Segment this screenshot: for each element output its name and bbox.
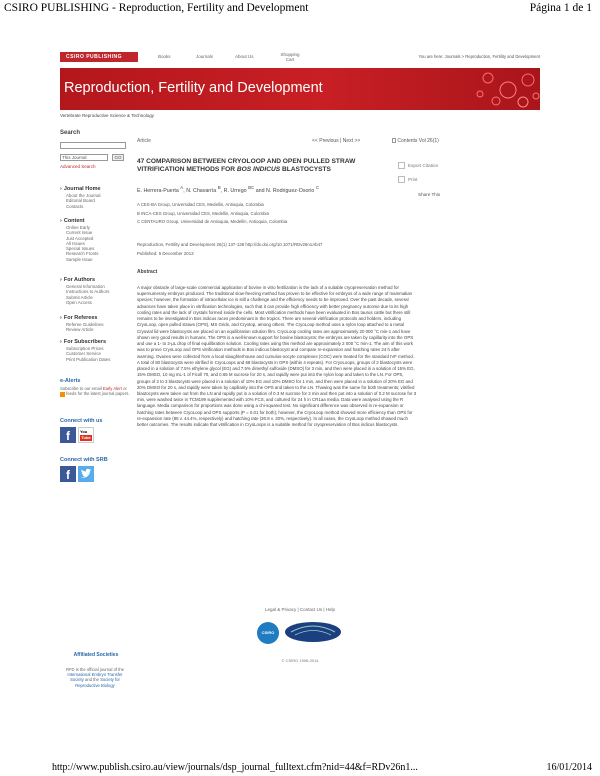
print-button[interactable] <box>398 176 417 184</box>
author-name[interactable]: N. Chavarría <box>186 187 217 194</box>
nav-cart-link[interactable]: Shopping Cart <box>280 52 300 62</box>
author-and: and <box>255 187 265 194</box>
sidebar-item[interactable]: Referee Guidelines <box>66 322 104 327</box>
affiliated-societies-text <box>60 667 130 688</box>
contents-icon <box>392 138 396 143</box>
facebook-icon[interactable]: f <box>60 427 76 443</box>
print-label: Print <box>408 177 418 182</box>
print-footer <box>0 760 600 776</box>
sidebar-item[interactable]: Subscription Prices <box>66 346 104 351</box>
ealerts-feeds-text: feeds for the latest journal papers. <box>66 391 130 397</box>
author-sup: BC <box>248 185 255 190</box>
search-go-button[interactable]: GO <box>112 154 124 161</box>
sidebar-heading[interactable]: › For Subscribers <box>60 339 132 345</box>
rss-icon[interactable] <box>60 392 65 397</box>
article-title <box>137 158 399 174</box>
affiliation: C CENTAURO Group, Universidad de Antioquia, Medellin, Antioquia, Colombia <box>137 219 288 224</box>
author-sup: A <box>180 185 184 190</box>
top-navigation <box>60 52 540 66</box>
sidebar-item[interactable]: Instructions to Authors <box>66 289 110 295</box>
nav-separator: | <box>340 138 342 144</box>
srb-social-icons <box>60 466 130 482</box>
author-separator: , <box>220 187 223 194</box>
sidebar-heading[interactable]: › Content <box>60 218 132 224</box>
sidebar-item[interactable]: Print Publication Dates <box>66 356 111 362</box>
print-header-title: CSIRO PUBLISHING - Reproduction, Fertility and Development <box>4 2 309 14</box>
youtube-you-text: You <box>80 429 88 434</box>
sidebar-section-journal-home <box>60 186 132 209</box>
previous-link[interactable]: << Previous <box>312 138 339 144</box>
sidebar-item[interactable]: Sample Issue <box>66 256 93 262</box>
coral-decoration-icon <box>468 68 540 110</box>
csiro-logo[interactable]: CSIRO <box>257 622 279 644</box>
youtube-tube-text: Tube <box>81 435 91 440</box>
sidebar-item[interactable]: Special Issues <box>66 246 95 252</box>
sidebar-section-content <box>60 218 132 262</box>
author-name[interactable]: R. Urrego <box>223 187 247 194</box>
author-name[interactable]: E. Herrera-Puerta <box>137 187 179 194</box>
sidebar-heading[interactable]: › For Authors <box>60 277 132 283</box>
connect-with-us-heading: Connect with us <box>60 418 103 424</box>
csiro-publishing-logo[interactable]: CSIRO PUBLISHING <box>60 52 138 62</box>
search-label: Search <box>60 130 81 136</box>
sidebar-item[interactable]: General Information <box>66 284 105 289</box>
affiliations <box>137 201 407 227</box>
sidebar-item[interactable]: Open Access <box>66 299 92 305</box>
sidebar-section-for-referees <box>60 315 132 333</box>
published-date: Published: 5 December 2013 <box>137 250 194 256</box>
print-icon <box>398 176 405 183</box>
affil-text-1: RFD is the official journal of the <box>65 667 125 672</box>
sidebar-section-for-subscribers <box>60 339 132 362</box>
journal-tagline: Vertebrate Reproductive Science & Technology <box>60 113 154 118</box>
abstract-heading: Abstract <box>137 269 158 275</box>
footer-links[interactable]: Legal & Privacy | Contact Us | Help <box>264 607 336 612</box>
ealerts-subscribe-text: Subscribe to our email <box>60 386 102 391</box>
citation-block <box>137 241 412 258</box>
search-scope-select[interactable]: This Journal <box>60 154 108 161</box>
print-footer-url: http://www.publish.csiro.au/view/journals/dsp_journal_fulltext.cfm?nid=44&f=RDv26n1... <box>52 762 418 773</box>
print-header <box>0 0 600 18</box>
export-citation-label: Export Citation <box>408 163 439 168</box>
author-sup: B <box>217 185 221 190</box>
sidebar-item[interactable]: All Issues <box>66 240 85 246</box>
advanced-search-link[interactable]: Advanced Search <box>60 164 96 169</box>
srb-facebook-icon[interactable]: f <box>60 466 76 482</box>
journal-title: Reproduction, Fertility and Development <box>64 80 323 96</box>
connect-with-us-panel <box>60 418 130 443</box>
sidebar-item[interactable]: Just Accepted <box>66 235 94 241</box>
next-link[interactable]: Next >> <box>342 138 361 144</box>
sidebar-section-for-authors <box>60 277 132 305</box>
article-title-italic: BOS INDICUS <box>236 166 281 174</box>
article-title-suffix: BLASTOCYSTS <box>281 166 331 174</box>
ealerts-or-text: or <box>123 386 127 391</box>
australian-academy-of-science-logo[interactable] <box>283 620 343 644</box>
prev-next-nav <box>312 138 360 144</box>
journal-banner <box>60 68 540 110</box>
contents-link-label: Contents Vol 26(1) <box>397 138 439 144</box>
nav-journals-link[interactable]: Journals <box>196 54 214 59</box>
abstract-text: A major obstacle of large-scale commercial application of bovine in vitro fertilization is the lack of a suitable cryopreservation method for supernumerary embryos produced. The traditional slow-freezing method has proven to be effective for embryos of a wide range of mammalian species; however, the formation of intracellular ice is still a challenge and the efficiency needs to be improved. Over the past decade, several advances have taken place in vitrification technologies, such that it can provide high efficiency with better pregnancy outcome due to its high cooling rates and the lack of crystals formed inside the cells. Most vitrification methods have been evaluated in Bos taurus cattle but there still remains to be investigated in Bos indicus races predominant in the tropics. There are several vitrification protocols and holders, including CryoLoop, open pulled straws (OPS), MS Grids, and Cryotop, among others. The CryoLoop method uses a nylon loop attached to a metal Cryovial lid were blastocysts are placed on an equilibration solution film. CryoLoop cooling rates are approximately 20 000 °C min-1 and have shown very good results in humans. The OPS is a well-known support for bovine blastocysts; the embryos are taken by capillarity into the OPS and use a 1- to 2-µL drop of final equilibration solution. Cooling rates using this method are approximately 2 000 °C min-1. The aim of this work was to prove CryoLoop and OPS vitrification methods in Bos indicus blastocyst and compare re-expansion and hatching rates 24 h after warming. Ovaries were collected from a local slaughterhouse and cumulus-oocyte complexes (COC) were treated for the standard IVF method. A total of 80 blastocysts were vitrified in CryoLoops and 68 blastocysts in OPS (within 4 repeats). For CryoLoops, groups of 2 blastocysts were placed in a solution of 7.5% ethylene glycol (EG) and 7.5% dimethyl sulfoxide (DMSO) for 3 min, and then were placed in a solution of 15% EG, 15% DMSO, 10 mg mL-1 of Ficoll 70, and 0.65 M sucrose for 20 s, and rapidly were put into the nylon loop and taken to the LN. For OPS, groups of 2 to 3 blastocysts were placed in a solution of 10% EG and 10% DMSO for 1 min, and then were placed in a solution of 20% EG and 20% DMSO for 20 s, and rapidly were taken by capillarity into the OPS and taken to the LN. Thawing was the same for both treatments; vitrified blastocysts were taken out from the LN and rapidly put in a solution of 0.3 M sucrose for 2 min and then put into a solution of 0.2 M sucrose for 3 min, were washed twice in TCM199 supplemented with 10% FCS, and cultured for 24 h in CR1aa media. Data were analysed using the R language. Media comparison for proportions was done using a chi-squared test. No significant difference was observed in re-expansion or hatching rates between CryoLoop and OPS supports (P = 0.01 for both); however, the CryoLoop method showed more efficiency than OPS for re-expansion rate (85 v. 44.4%, respectively) and hatching rate (30.8 v. 20%, respectively). In all cases, the CryoLoop method showed much better outcomes. The results indicate that vitrification in CryoLoops is a suitable method for cryopreservation of Bos indicus blastocysts. <box>137 285 417 428</box>
early-alert-link[interactable]: Early Alert <box>102 386 122 391</box>
ealerts-heading: e-Alerts <box>60 378 81 384</box>
sidebar-item[interactable]: Research Fronts <box>66 251 99 257</box>
article-title-prefix: 47 COMPARISON BETWEEN CRYOLOOP AND OPEN PULLED STRAW VITRIFICATION METHODS FOR <box>137 158 356 174</box>
affiliation: B INCA-CES Group, Universidad CES, Medellin, Antioquia, Colombia <box>137 210 269 216</box>
citation-text: Reproduction, Fertility and Development 26(1) 137-138 http://dx.doi.org/10.1071/RDv26n1Ab47 <box>137 242 323 247</box>
breadcrumb: You are here: Journals > Reproduction, Fertility and Development <box>418 54 540 59</box>
ealerts-text <box>60 386 130 397</box>
export-citation-button[interactable] <box>398 162 438 170</box>
sidebar-heading[interactable]: › Journal Home <box>60 186 132 192</box>
author-separator: , <box>183 187 185 194</box>
contents-link[interactable] <box>392 138 439 144</box>
connect-with-srb-panel <box>60 457 130 482</box>
author-list <box>137 185 407 194</box>
search-input[interactable] <box>60 142 126 149</box>
srb-twitter-icon[interactable] <box>78 466 94 482</box>
srb-link[interactable]: Society for Reproductive Biology <box>75 677 120 688</box>
author-name[interactable]: N. Rodriguez-Osorio <box>266 187 315 194</box>
sidebar-item[interactable]: Contacts <box>66 203 84 209</box>
youtube-icon[interactable] <box>78 427 94 443</box>
sidebar-item[interactable]: Editorial Board <box>66 198 95 204</box>
sidebar-item[interactable]: Review Article <box>66 327 94 333</box>
author-sup: C <box>315 185 319 190</box>
copyright: © CSIRO 1996-2014 <box>281 658 319 663</box>
article-label: Article <box>137 138 151 144</box>
sidebar-item[interactable]: Submit Article <box>66 294 93 300</box>
ealerts-panel <box>60 378 130 397</box>
sidebar-item[interactable]: About the Journal <box>66 193 101 198</box>
affil-text-2: and the <box>84 677 99 683</box>
print-page-number: Página 1 de 1 <box>529 2 592 14</box>
nav-about-link[interactable]: About Us <box>235 54 254 59</box>
sidebar-item[interactable]: Current Issue <box>66 230 93 236</box>
connect-with-srb-heading: Connect with SRB <box>60 457 108 463</box>
share-this-link[interactable]: Share This <box>418 192 441 197</box>
sidebar-heading[interactable]: › For Referees <box>60 315 132 321</box>
social-icons <box>60 427 130 443</box>
print-footer-date: 16/01/2014 <box>546 762 592 773</box>
sidebar-item[interactable]: Customer Service <box>66 351 101 357</box>
iets-link[interactable]: International Embryo Transfer Society <box>67 672 123 683</box>
affiliation: A CES-BA Group, Universidad CES, Medellin, Antioquia, Colombia <box>137 202 264 207</box>
affiliated-societies-heading: Affiliated Societies <box>73 652 119 658</box>
export-citation-icon <box>398 162 405 169</box>
sidebar-item[interactable]: Online Early <box>66 225 90 230</box>
nav-books-link[interactable]: Books <box>158 54 171 59</box>
